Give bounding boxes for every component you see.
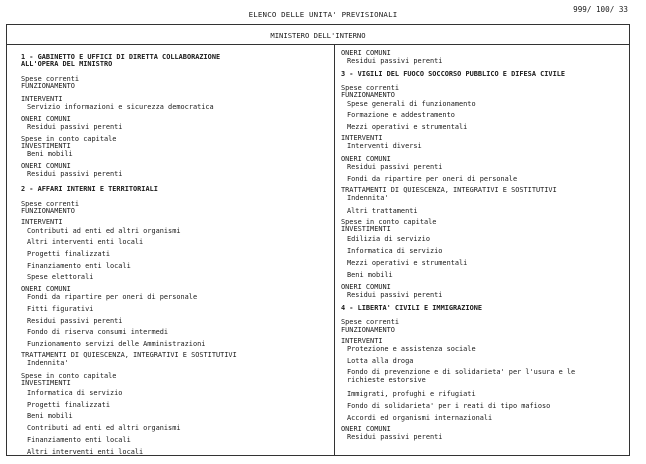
- list-item: Spese in conto capitale: [21, 135, 117, 143]
- list-item: Immigrati, profughi e rifugiati: [347, 390, 476, 398]
- list-item: Residui passivi perenti: [27, 170, 123, 178]
- section-heading: 1 - GABINETTO E UFFICI DI DIRETTA COLLABORAZIONE: [21, 53, 221, 61]
- list-item: Residui passivi perenti: [347, 57, 443, 65]
- section-heading: 3 - VIGILI DEL FUOCO SOCCORSO PUBBLICO E DIFESA CIVILE: [341, 70, 566, 78]
- list-item: Informatica di servizio: [347, 247, 443, 255]
- list-item: Fondi da ripartire per oneri di personale: [27, 293, 198, 301]
- list-item: Indennita': [347, 194, 389, 202]
- list-item: Beni mobili: [27, 412, 73, 420]
- list-item: Informatica di servizio: [27, 389, 123, 397]
- list-item: Interventi diversi: [347, 142, 422, 150]
- list-item: Spese generali di funzionamento: [347, 100, 476, 108]
- list-item: Mezzi operativi e strumentali: [347, 259, 468, 267]
- list-item: TRATTAMENTI DI QUIESCENZA, INTEGRATIVI E SOSTITUTIVI: [341, 186, 557, 194]
- list-item: Progetti finalizzati: [27, 250, 110, 258]
- list-item: Finanziamento enti locali: [27, 436, 131, 444]
- document-code: 999/ 100/ 33: [573, 5, 628, 14]
- list-item: Servizio informazioni e sicurezza democratica: [27, 103, 214, 111]
- list-item: Protezione e assistenza sociale: [347, 345, 476, 353]
- list-item: Spese in conto capitale: [21, 372, 117, 380]
- list-item: Residui passivi perenti: [347, 291, 443, 299]
- list-item: INVESTIMENTI: [21, 142, 71, 150]
- list-item: Contributi ad enti ed altri organismi: [27, 227, 181, 235]
- section-heading: 4 - LIBERTA' CIVILI E IMMIGRAZIONE: [341, 304, 483, 312]
- list-item: Fitti figurativi: [27, 305, 94, 313]
- list-item: Spese elettorali: [27, 273, 94, 281]
- list-item: richieste estorsive: [347, 376, 426, 384]
- list-item: Lotta alla droga: [347, 357, 414, 365]
- section-heading: 2 - AFFARI INTERNI E TERRITORIALI: [21, 185, 158, 193]
- list-item: INTERVENTI: [21, 95, 63, 103]
- list-item: INVESTIMENTI: [341, 225, 391, 233]
- section-heading: ALL'OPERA DEL MINISTRO: [21, 60, 113, 68]
- list-item: Spese correnti: [341, 318, 400, 326]
- list-item: Spese correnti: [21, 75, 80, 83]
- list-item: Accordi ed organismi internazionali: [347, 414, 493, 422]
- list-item: Formazione e addestramento: [347, 111, 455, 119]
- list-item: Finanziamento enti locali: [27, 262, 131, 270]
- list-item: Residui passivi perenti: [27, 317, 123, 325]
- list-item: Beni mobili: [347, 271, 393, 279]
- list-item: Fondo di prevenzione e di solidarieta' per l'usura e le: [347, 368, 576, 376]
- list-item: Edilizia di servizio: [347, 235, 430, 243]
- list-item: ONERI COMUNI: [21, 285, 71, 293]
- list-item: Progetti finalizzati: [27, 401, 110, 409]
- list-item: ONERI COMUNI: [21, 115, 71, 123]
- list-item: Residui passivi perenti: [347, 433, 443, 441]
- list-item: INVESTIMENTI: [21, 379, 71, 387]
- list-item: Fondo di solidarieta' per i reati di tipo mafioso: [347, 402, 551, 410]
- list-item: INTERVENTI: [21, 218, 63, 226]
- list-item: Residui passivi perenti: [27, 123, 123, 131]
- ministry-title: MINISTERO DELL'INTERNO: [270, 31, 366, 40]
- list-item: Fondi da ripartire per oneri di personale: [347, 175, 518, 183]
- column-divider: [334, 45, 335, 455]
- list-item: Spese correnti: [341, 84, 400, 92]
- ministry-header-row: [7, 25, 629, 45]
- list-item: Altri interventi enti locali: [27, 448, 144, 456]
- list-item: Spese in conto capitale: [341, 218, 437, 226]
- list-item: ONERI COMUNI: [21, 162, 71, 170]
- list-item: Residui passivi perenti: [347, 163, 443, 171]
- list-item: FUNZIONAMENTO: [341, 91, 395, 99]
- list-item: Funzionamento servizi delle Amministrazioni: [27, 340, 206, 348]
- list-item: INTERVENTI: [341, 134, 383, 142]
- list-item: FUNZIONAMENTO: [21, 82, 75, 90]
- list-item: ONERI COMUNI: [341, 283, 391, 291]
- list-item: ONERI COMUNI: [341, 155, 391, 163]
- list-item: Altri interventi enti locali: [27, 238, 144, 246]
- table-frame: [6, 24, 630, 456]
- list-item: Contributi ad enti ed altri organismi: [27, 424, 181, 432]
- list-item: FUNZIONAMENTO: [21, 207, 75, 215]
- list-item: INTERVENTI: [341, 337, 383, 345]
- list-item: ONERI COMUNI: [341, 49, 391, 57]
- list-item: TRATTAMENTI DI QUIESCENZA, INTEGRATIVI E SOSTITUTIVI: [21, 351, 237, 359]
- list-item: Beni mobili: [27, 150, 73, 158]
- list-item: Mezzi operativi e strumentali: [347, 123, 468, 131]
- list-item: Spese correnti: [21, 200, 80, 208]
- list-item: ONERI COMUNI: [341, 425, 391, 433]
- page-title: ELENCO DELLE UNITA' PREVISIONALI: [248, 10, 398, 19]
- list-item: Fondo di riserva consumi intermedi: [27, 328, 169, 336]
- list-item: Indennita': [27, 359, 69, 367]
- list-item: Altri trattamenti: [347, 207, 418, 215]
- list-item: FUNZIONAMENTO: [341, 326, 395, 334]
